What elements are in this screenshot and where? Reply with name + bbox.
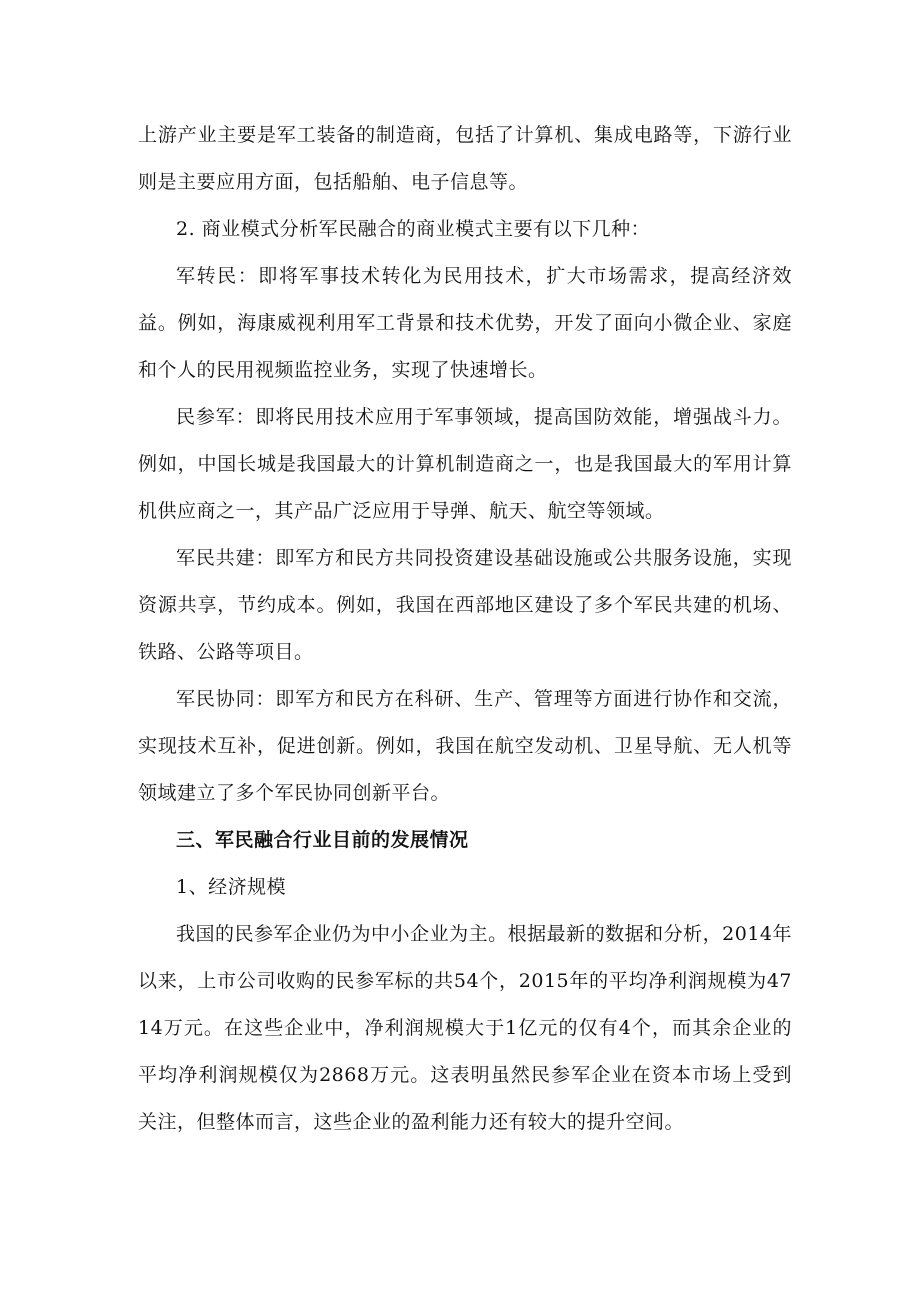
paragraph-business-model-intro: 2. 商业模式分析军民融合的商业模式主要有以下几种： — [176, 218, 651, 240]
paragraph-military-to-civil: 军转民：即将军事技术转化为民用技术，扩大市场需求，提高经济效益。例如，海康威视利用军工背景和技术优势，开发了面向小微企业、家庭和个人的民用视频监控业务，实现了快速增长。 — [138, 265, 792, 381]
section-heading: 三、军民融合行业目前的发展情况 — [176, 829, 469, 851]
paragraph-joint-construction: 军民共建：即军方和民方共同投资建设基础设施或公共服务设施，实现资源共享，节约成本。例如，我国在西部地区建设了多个军民共建的机场、铁路、公路等项目。 — [138, 547, 792, 663]
paragraph-economic-scale: 我国的民参军企业仍为中小企业为主。根据最新的数据和分析，2014年以来，上市公司收购的民参军标的共54个，2015年的平均净利润规模为4714万元。在这些企业中，净利润规模大于1亿元的仅有4个，而其余企业的平均净利润规模仅为2868万元。这表明虽然民参军企业在资本市场上受到关注，但整体而言，这些企业的盈利能力还有较大的提升空间。 — [138, 923, 792, 1133]
paragraph-civil-to-military: 民参军：即将民用技术应用于军事领域，提高国防效能，增强战斗力。例如，中国长城是我国最大的计算机制造商之一，也是我国最大的军用计算机供应商之一，其产品广泛应用于导弹、航天、航空等领域。 — [138, 406, 792, 522]
subsection-heading: 1、经济规模 — [176, 876, 287, 898]
paragraph-upstream-downstream: 上游产业主要是军工装备的制造商，包括了计算机、集成电路等，下游行业则是主要应用方面，包括船舶、电子信息等。 — [138, 124, 792, 193]
paragraph-collaboration: 军民协同：即军方和民方在科研、生产、管理等方面进行协作和交流，实现技术互补，促进创新。例如，我国在航空发动机、卫星导航、无人机等领域建立了多个军民协同创新平台。 — [138, 688, 792, 804]
document-body — [138, 112, 792, 1146]
